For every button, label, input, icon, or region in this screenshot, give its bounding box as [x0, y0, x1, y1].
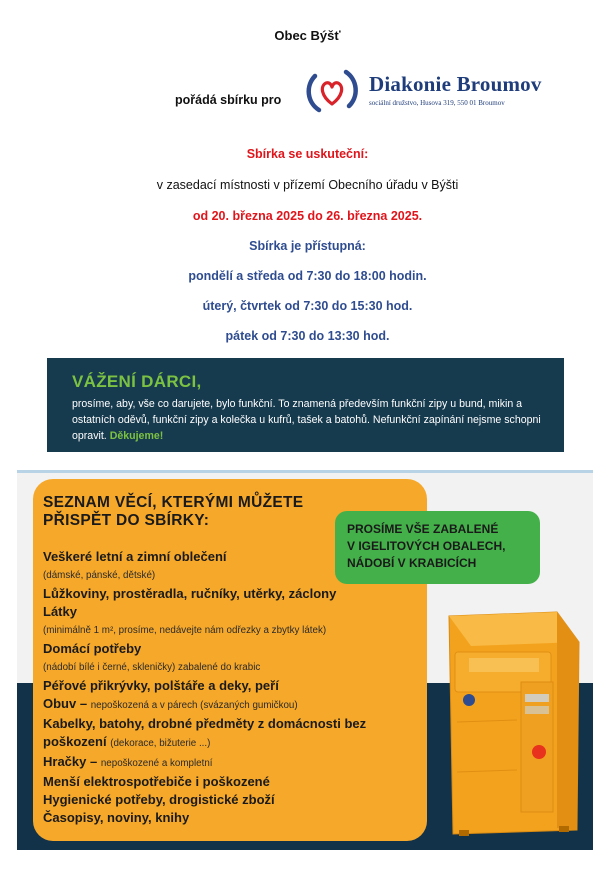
hours-heading: Sbírka je přístupná:	[249, 239, 366, 253]
list-item-label: Hračky –	[43, 754, 98, 769]
packing-note-line: V IGELITOVÝCH OBALECH,	[347, 539, 506, 553]
org-title: Obec Býšť	[274, 28, 341, 43]
list-item-note: (minimálně 1 m², prosíme, nedávejte nám odřezky a zbytky látek)	[43, 625, 327, 636]
items-list	[43, 548, 423, 827]
diakonie-logo	[305, 66, 595, 118]
list-item-note: nepoškozené a kompletní	[100, 758, 213, 769]
banner-body: prosíme, aby, vše co darujete, bylo funkční. To znamená především funkční zipy u bund, mikin a ostatních oděvů, funkční zipy a kolečka u kufrů, tašek a batohů. Nefunkční zapínání nejsme schopni opravit.	[72, 398, 541, 442]
intro-text: pořádá sbírku pro	[175, 93, 282, 107]
list-item-note: (nádobí bílé i černé, skleničky) zabalené do krabic	[43, 662, 261, 673]
list-item-label: Obuv –	[43, 696, 88, 711]
list-item-note: (dekorace, bižuterie ...)	[110, 738, 211, 749]
banner-title: VÁŽENÍ DÁRCI,	[72, 372, 202, 391]
list-item: Menší elektrospotřebiče i poškozené	[43, 774, 270, 789]
donor-banner	[47, 358, 564, 452]
packing-note-line: PROSÍME VŠE ZABALENÉ	[347, 522, 499, 536]
collection-location: v zasedací místnosti v přízemí Obecního úřadu v Býšti	[156, 178, 459, 192]
collection-dates: od 20. března 2025 do 26. března 2025.	[192, 209, 423, 223]
hours-line: pátek od 7:30 do 13:30 hod.	[225, 329, 390, 343]
hours-line: úterý, čtvrtek od 7:30 do 15:30 hod.	[202, 299, 413, 313]
list-item: Látky	[43, 604, 77, 619]
textile-container-illustration	[441, 602, 583, 838]
list-title-line: PŘISPĚT DO SBÍRKY:	[43, 512, 210, 529]
banner-text	[72, 396, 557, 444]
list-item: Domácí potřeby	[43, 641, 142, 656]
logo-subtitle: sociální družstvo, Husova 319, 550 01 Broumov	[369, 99, 505, 107]
list-item-note: (dámské, pánské, dětské)	[43, 570, 156, 581]
packing-note-line: NÁDOBÍ V KRABICÍCH	[347, 556, 477, 570]
list-item-label: poškození	[43, 734, 107, 749]
list-item: Péřové přikrývky, polštáře a deky, peří	[43, 678, 279, 693]
list-item: Kabelky, batohy, drobné předměty z domácnosti bez	[43, 716, 367, 731]
list-item: Časopisy, noviny, knihy	[43, 810, 190, 825]
list-item: Lůžkoviny, prostěradla, ručníky, utěrky, záclony	[43, 586, 337, 601]
list-item	[43, 733, 423, 753]
list-item	[43, 695, 423, 715]
heart-logo-icon	[305, 66, 359, 116]
list-item-note: nepoškozená a v párech (svázaných gumičkou)	[90, 700, 298, 711]
logo-text	[369, 72, 542, 107]
divider	[17, 470, 593, 473]
list-title	[43, 494, 343, 530]
logo-name: Diakonie Broumov	[369, 72, 542, 96]
list-item: Veškeré letní a zimní oblečení	[43, 549, 227, 564]
list-item	[43, 753, 423, 773]
list-title-line: SEZNAM VĚCÍ, KTERÝMI MŮŽETE	[43, 494, 304, 511]
hours-line: pondělí a středa od 7:30 do 18:00 hodin.	[188, 269, 427, 283]
banner-thanks: Děkujeme!	[109, 430, 164, 442]
collection-heading: Sbírka se uskuteční:	[246, 147, 369, 161]
list-item: Hygienické potřeby, drogistické zboží	[43, 792, 275, 807]
